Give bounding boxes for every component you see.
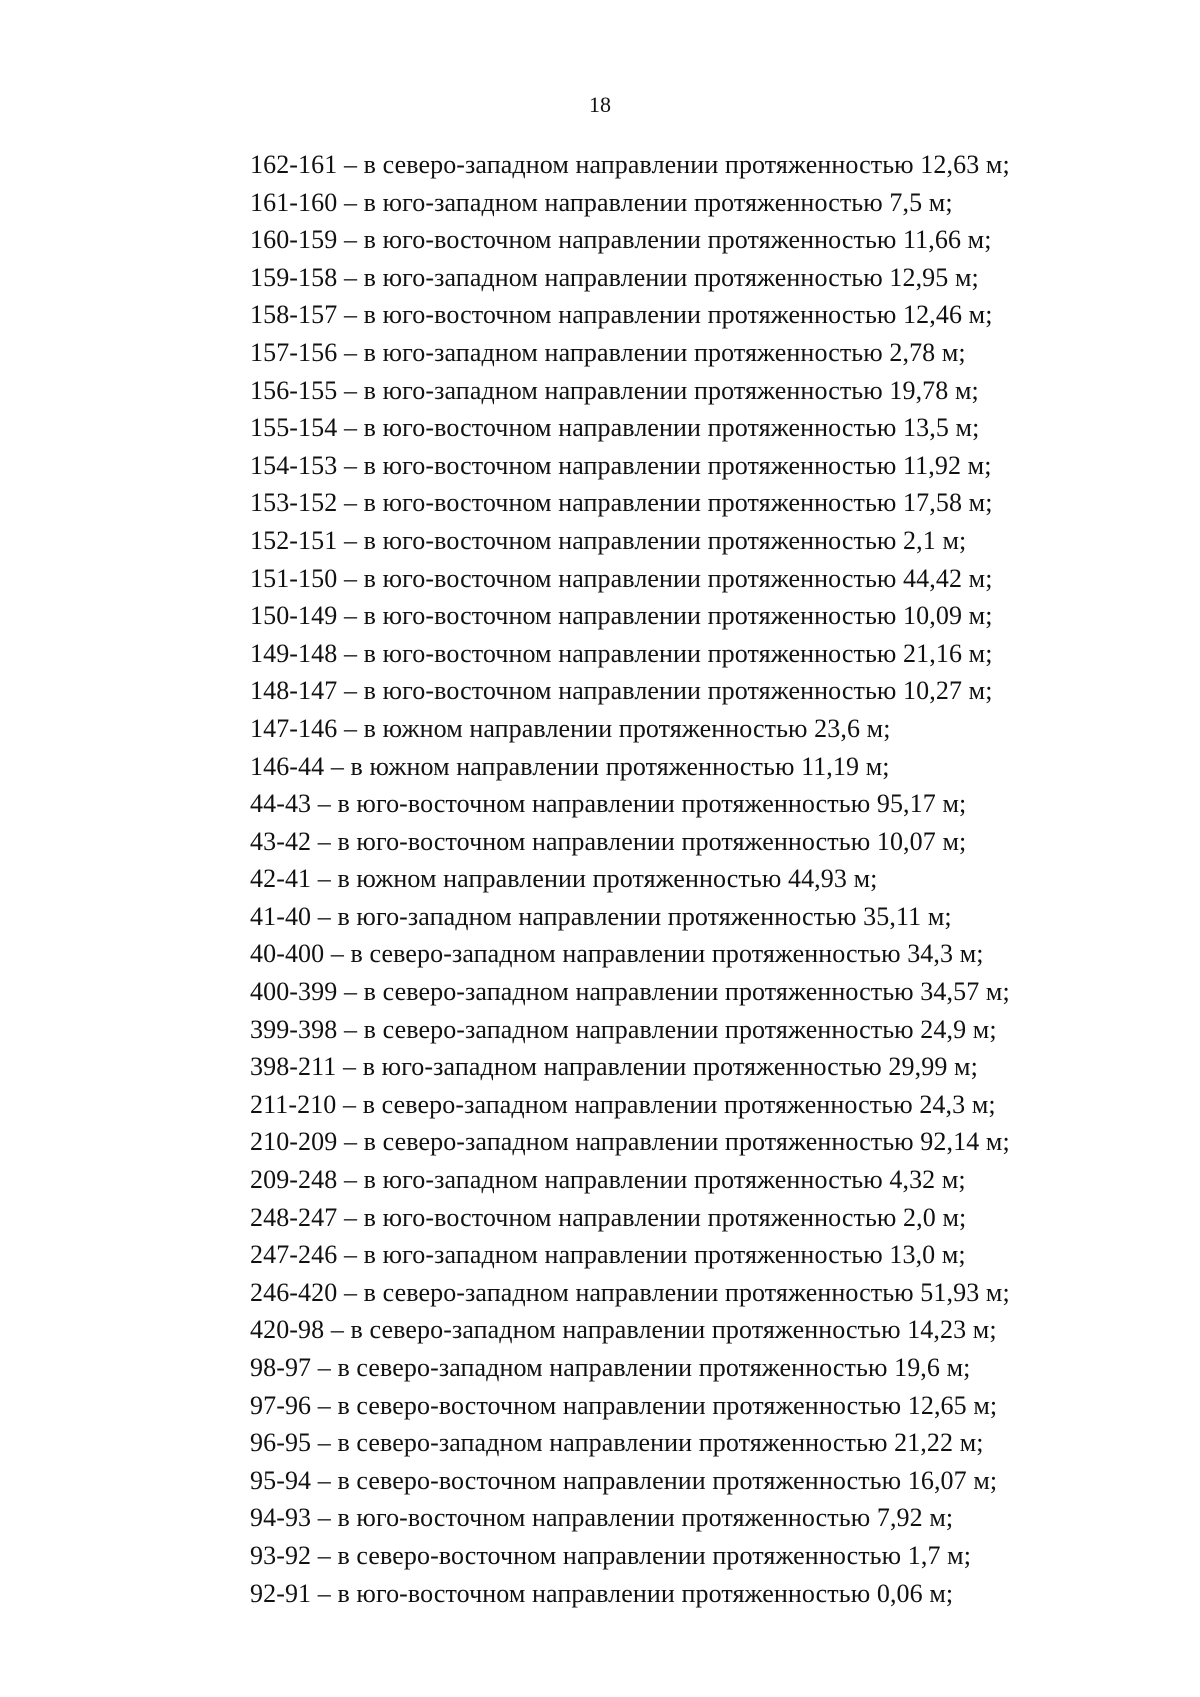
- boundary-segment-line: 398-211 – в юго-западном направлении протяженностью 29,99 м;: [250, 1052, 978, 1082]
- boundary-segment-line: 246-420 – в северо-западном направлении протяженностью 51,93 м;: [250, 1277, 1010, 1307]
- boundary-segment-line: 96-95 – в северо-западном направлении протяженностью 21,22 м;: [250, 1428, 984, 1458]
- boundary-segment-line: 156-155 – в юго-западном направлении протяженностью 19,78 м;: [250, 375, 979, 405]
- boundary-segment-line: 248-247 – в юго-восточном направлении протяженностью 2,0 м;: [250, 1202, 967, 1232]
- boundary-segment-line: 147-146 – в южном направлении протяженностью 23,6 м;: [250, 713, 891, 743]
- boundary-segment-line: 152-151 – в юго-восточном направлении протяженностью 2,1 м;: [250, 525, 967, 555]
- boundary-segment-line: 40-400 – в северо-западном направлении протяженностью 34,3 м;: [250, 939, 984, 969]
- boundary-segment-line: 95-94 – в северо-восточном направлении протяженностью 16,07 м;: [250, 1465, 998, 1495]
- boundary-segment-line: 157-156 – в юго-западном направлении протяженностью 2,78 м;: [250, 337, 966, 367]
- boundary-segment-line: 42-41 – в южном направлении протяженностью 44,93 м;: [250, 864, 878, 894]
- boundary-segment-line: 94-93 – в юго-восточном направлении протяженностью 7,92 м;: [250, 1503, 954, 1533]
- page-number: 18: [589, 92, 611, 117]
- boundary-segment-line: 153-152 – в юго-восточном направлении протяженностью 17,58 м;: [250, 488, 993, 518]
- boundary-segment-line: 97-96 – в северо-восточном направлении протяженностью 12,65 м;: [250, 1390, 998, 1420]
- boundary-segment-line: 162-161 – в северо-западном направлении протяженностью 12,63 м;: [250, 150, 1010, 179]
- boundary-segment-line: 420-98 – в северо-западном направлении протяженностью 14,23 м;: [250, 1315, 997, 1345]
- boundary-segment-line: 151-150 – в юго-восточном направлении протяженностью 44,42 м;: [250, 563, 993, 593]
- boundary-segment-line: 150-149 – в юго-восточном направлении протяженностью 10,09 м;: [250, 601, 993, 631]
- boundary-segment-line: 149-148 – в юго-восточном направлении протяженностью 21,16 м;: [250, 638, 993, 668]
- boundary-segment-line: 146-44 – в южном направлении протяженностью 11,19 м;: [250, 751, 890, 781]
- boundary-segment-line: 161-160 – в юго-западном направлении протяженностью 7,5 м;: [250, 187, 953, 217]
- boundary-segment-line: 43-42 – в юго-восточном направлении протяженностью 10,07 м;: [250, 826, 967, 856]
- boundary-segment-line: 148-147 – в юго-восточном направлении протяженностью 10,27 м;: [250, 676, 993, 706]
- boundary-segment-line: 211-210 – в северо-западном направлении протяженностью 24,3 м;: [250, 1089, 996, 1119]
- boundary-segment-line: 159-158 – в юго-западном направлении протяженностью 12,95 м;: [250, 262, 979, 292]
- boundary-segment-line: 158-157 – в юго-восточном направлении протяженностью 12,46 м;: [250, 300, 993, 330]
- boundary-segment-line: 400-399 – в северо-западном направлении протяженностью 34,57 м;: [250, 977, 1010, 1007]
- boundary-segment-line: 154-153 – в юго-восточном направлении протяженностью 11,92 м;: [250, 450, 992, 480]
- boundary-segment-line: 247-246 – в юго-западном направлении протяженностью 13,0 м;: [250, 1240, 966, 1270]
- boundary-segment-line: 209-248 – в юго-западном направлении протяженностью 4,32 м;: [250, 1165, 966, 1195]
- boundary-segment-line: 93-92 – в северо-восточном направлении протяженностью 1,7 м;: [250, 1540, 972, 1570]
- boundary-segment-line: 41-40 – в юго-западном направлении протяженностью 35,11 м;: [250, 901, 952, 931]
- boundary-segment-list: [250, 146, 1170, 1612]
- boundary-segment-line: 44-43 – в юго-восточном направлении протяженностью 95,17 м;: [250, 789, 967, 819]
- boundary-segment-line: 98-97 – в северо-западном направлении протяженностью 19,6 м;: [250, 1353, 971, 1382]
- boundary-segment-line: 155-154 – в юго-восточном направлении протяженностью 13,5 м;: [250, 413, 980, 443]
- boundary-segment-line: 92-91 – в юго-восточном направлении протяженностью 0,06 м;: [250, 1578, 954, 1608]
- boundary-segment-line: 399-398 – в северо-западном направлении протяженностью 24,9 м;: [250, 1014, 997, 1044]
- boundary-segment-line: 160-159 – в юго-восточном направлении протяженностью 11,66 м;: [250, 225, 992, 255]
- boundary-segment-line: 210-209 – в северо-западном направлении протяженностью 92,14 м;: [250, 1127, 1010, 1157]
